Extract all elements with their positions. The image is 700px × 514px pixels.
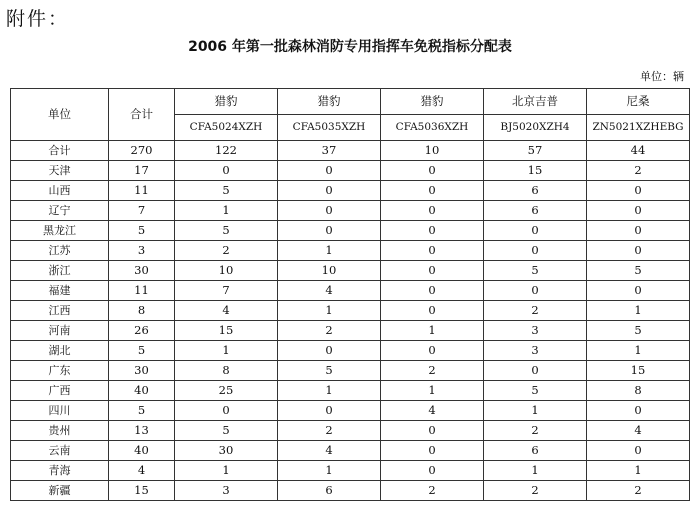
table-cell: 2 bbox=[278, 321, 381, 341]
table-cell: 5 bbox=[175, 221, 278, 241]
row-unit-name: 江苏 bbox=[11, 241, 109, 261]
row-unit-name: 合计 bbox=[11, 141, 109, 161]
table-cell: 1 bbox=[278, 241, 381, 261]
table-cell: 0 bbox=[278, 221, 381, 241]
table-cell: 0 bbox=[484, 361, 587, 381]
table-cell: 15 bbox=[484, 161, 587, 181]
table-cell: 2 bbox=[484, 301, 587, 321]
table-cell: 2 bbox=[175, 241, 278, 261]
table-cell: 3 bbox=[109, 241, 175, 261]
table-row bbox=[11, 281, 690, 301]
table-cell: 0 bbox=[381, 301, 484, 321]
table-cell: 0 bbox=[278, 341, 381, 361]
col-header-model: CFA5024XZH bbox=[175, 115, 278, 141]
table-cell: 5 bbox=[109, 401, 175, 421]
col-header-brand: 尼桑 bbox=[587, 89, 690, 115]
table-cell: 2 bbox=[381, 481, 484, 501]
col-header-unit: 单位 bbox=[11, 89, 109, 141]
col-header-brand: 猎豹 bbox=[175, 89, 278, 115]
row-unit-name: 湖北 bbox=[11, 341, 109, 361]
table-row bbox=[11, 341, 690, 361]
table-cell: 30 bbox=[109, 261, 175, 281]
table-cell: 5 bbox=[587, 261, 690, 281]
table-cell: 37 bbox=[278, 141, 381, 161]
row-unit-name: 浙江 bbox=[11, 261, 109, 281]
table-cell: 1 bbox=[587, 461, 690, 481]
col-header-brand: 北京吉普 bbox=[484, 89, 587, 115]
col-header-brand: 猎豹 bbox=[278, 89, 381, 115]
table-cell: 5 bbox=[587, 321, 690, 341]
table-cell: 10 bbox=[278, 261, 381, 281]
table-cell: 8 bbox=[109, 301, 175, 321]
table-cell: 11 bbox=[109, 181, 175, 201]
table-cell: 30 bbox=[175, 441, 278, 461]
table-cell: 17 bbox=[109, 161, 175, 181]
table-cell: 15 bbox=[175, 321, 278, 341]
table-cell: 1 bbox=[484, 401, 587, 421]
header-row-brands bbox=[11, 89, 690, 115]
table-cell: 5 bbox=[175, 421, 278, 441]
table-cell: 4 bbox=[175, 301, 278, 321]
table-cell: 11 bbox=[109, 281, 175, 301]
table-row bbox=[11, 481, 690, 501]
row-unit-name: 河南 bbox=[11, 321, 109, 341]
document-title: 2006 年第一批森林消防专用指挥车免税指标分配表 bbox=[188, 39, 512, 55]
table-cell: 5 bbox=[278, 361, 381, 381]
col-header-model: CFA5035XZH bbox=[278, 115, 381, 141]
table-cell: 5 bbox=[109, 341, 175, 361]
row-unit-name: 云南 bbox=[11, 441, 109, 461]
table-cell: 0 bbox=[587, 401, 690, 421]
row-unit-name: 福建 bbox=[11, 281, 109, 301]
table-cell: 2 bbox=[484, 481, 587, 501]
table-row bbox=[11, 401, 690, 421]
table-row bbox=[11, 241, 690, 261]
table-cell: 26 bbox=[109, 321, 175, 341]
table-cell: 0 bbox=[175, 401, 278, 421]
table-cell: 13 bbox=[109, 421, 175, 441]
table-row bbox=[11, 361, 690, 381]
table-row bbox=[11, 441, 690, 461]
table-row bbox=[11, 461, 690, 481]
table-cell: 0 bbox=[175, 161, 278, 181]
table-cell: 0 bbox=[381, 201, 484, 221]
row-unit-name: 广东 bbox=[11, 361, 109, 381]
table-cell: 3 bbox=[484, 341, 587, 361]
table-cell: 0 bbox=[278, 201, 381, 221]
unit-label: 单位：辆 bbox=[640, 70, 684, 83]
table-cell: 10 bbox=[381, 141, 484, 161]
table-row bbox=[11, 221, 690, 241]
table-cell: 4 bbox=[109, 461, 175, 481]
table-cell: 2 bbox=[278, 421, 381, 441]
table-cell: 6 bbox=[484, 441, 587, 461]
row-unit-name: 辽宁 bbox=[11, 201, 109, 221]
table-cell: 0 bbox=[587, 181, 690, 201]
row-unit-name: 天津 bbox=[11, 161, 109, 181]
table-cell: 40 bbox=[109, 381, 175, 401]
table-cell: 0 bbox=[484, 281, 587, 301]
table-cell: 0 bbox=[587, 201, 690, 221]
table-cell: 8 bbox=[587, 381, 690, 401]
table-cell: 1 bbox=[278, 381, 381, 401]
table-cell: 40 bbox=[109, 441, 175, 461]
table-cell: 25 bbox=[175, 381, 278, 401]
table-cell: 8 bbox=[175, 361, 278, 381]
table-cell: 270 bbox=[109, 141, 175, 161]
table-cell: 1 bbox=[175, 461, 278, 481]
table-cell: 4 bbox=[278, 281, 381, 301]
col-header-model: ZN5021XZHEBG bbox=[587, 115, 690, 141]
table-cell: 6 bbox=[484, 201, 587, 221]
table-cell: 4 bbox=[381, 401, 484, 421]
table-cell: 2 bbox=[484, 421, 587, 441]
table-cell: 0 bbox=[381, 161, 484, 181]
col-header-brand: 猎豹 bbox=[381, 89, 484, 115]
table-cell: 44 bbox=[587, 141, 690, 161]
table-cell: 6 bbox=[278, 481, 381, 501]
table-cell: 122 bbox=[175, 141, 278, 161]
table-cell: 0 bbox=[278, 181, 381, 201]
table-cell: 0 bbox=[278, 161, 381, 181]
table-cell: 1 bbox=[381, 381, 484, 401]
table-cell: 57 bbox=[484, 141, 587, 161]
table-cell: 0 bbox=[484, 221, 587, 241]
table-cell: 1 bbox=[484, 461, 587, 481]
table-cell: 15 bbox=[109, 481, 175, 501]
table-cell: 1 bbox=[278, 461, 381, 481]
table-cell: 0 bbox=[484, 241, 587, 261]
table-cell: 7 bbox=[109, 201, 175, 221]
table-cell: 30 bbox=[109, 361, 175, 381]
table-cell: 5 bbox=[484, 381, 587, 401]
table-cell: 1 bbox=[587, 301, 690, 321]
attachment-label: 附件： bbox=[6, 8, 70, 30]
table-cell: 4 bbox=[587, 421, 690, 441]
table-cell: 10 bbox=[175, 261, 278, 281]
table-cell: 5 bbox=[484, 261, 587, 281]
table-cell: 5 bbox=[109, 221, 175, 241]
table-row bbox=[11, 421, 690, 441]
table-cell: 0 bbox=[381, 221, 484, 241]
table-cell: 3 bbox=[484, 321, 587, 341]
table-cell: 0 bbox=[381, 421, 484, 441]
table-row bbox=[11, 381, 690, 401]
table-cell: 15 bbox=[587, 361, 690, 381]
table-cell: 0 bbox=[587, 221, 690, 241]
col-header-model: BJ5020XZH4 bbox=[484, 115, 587, 141]
table-cell: 1 bbox=[278, 301, 381, 321]
col-header-total: 合计 bbox=[109, 89, 175, 141]
table-row bbox=[11, 301, 690, 321]
table-row bbox=[11, 141, 690, 161]
table-row bbox=[11, 261, 690, 281]
table-row bbox=[11, 321, 690, 341]
table-cell: 3 bbox=[175, 481, 278, 501]
row-unit-name: 新疆 bbox=[11, 481, 109, 501]
row-unit-name: 贵州 bbox=[11, 421, 109, 441]
allocation-table bbox=[10, 88, 690, 501]
table-cell: 1 bbox=[175, 201, 278, 221]
table-cell: 0 bbox=[381, 261, 484, 281]
table-row bbox=[11, 201, 690, 221]
table-cell: 0 bbox=[381, 241, 484, 261]
row-unit-name: 山西 bbox=[11, 181, 109, 201]
row-unit-name: 江西 bbox=[11, 301, 109, 321]
table-cell: 0 bbox=[381, 441, 484, 461]
table-cell: 1 bbox=[381, 321, 484, 341]
table-cell: 5 bbox=[175, 181, 278, 201]
table-row bbox=[11, 161, 690, 181]
row-unit-name: 黑龙江 bbox=[11, 221, 109, 241]
table-cell: 0 bbox=[587, 441, 690, 461]
table-cell: 2 bbox=[587, 161, 690, 181]
row-unit-name: 青海 bbox=[11, 461, 109, 481]
table-cell: 2 bbox=[381, 361, 484, 381]
table-cell: 4 bbox=[278, 441, 381, 461]
table-cell: 6 bbox=[484, 181, 587, 201]
table-cell: 0 bbox=[381, 281, 484, 301]
table-cell: 0 bbox=[587, 281, 690, 301]
row-unit-name: 广西 bbox=[11, 381, 109, 401]
table-cell: 0 bbox=[278, 401, 381, 421]
table-row bbox=[11, 181, 690, 201]
table-cell: 0 bbox=[587, 241, 690, 261]
table-cell: 0 bbox=[381, 341, 484, 361]
col-header-model: CFA5036XZH bbox=[381, 115, 484, 141]
table-cell: 7 bbox=[175, 281, 278, 301]
table-cell: 0 bbox=[381, 461, 484, 481]
table-cell: 0 bbox=[381, 181, 484, 201]
table-cell: 1 bbox=[175, 341, 278, 361]
row-unit-name: 四川 bbox=[11, 401, 109, 421]
table-cell: 1 bbox=[587, 341, 690, 361]
table-cell: 2 bbox=[587, 481, 690, 501]
